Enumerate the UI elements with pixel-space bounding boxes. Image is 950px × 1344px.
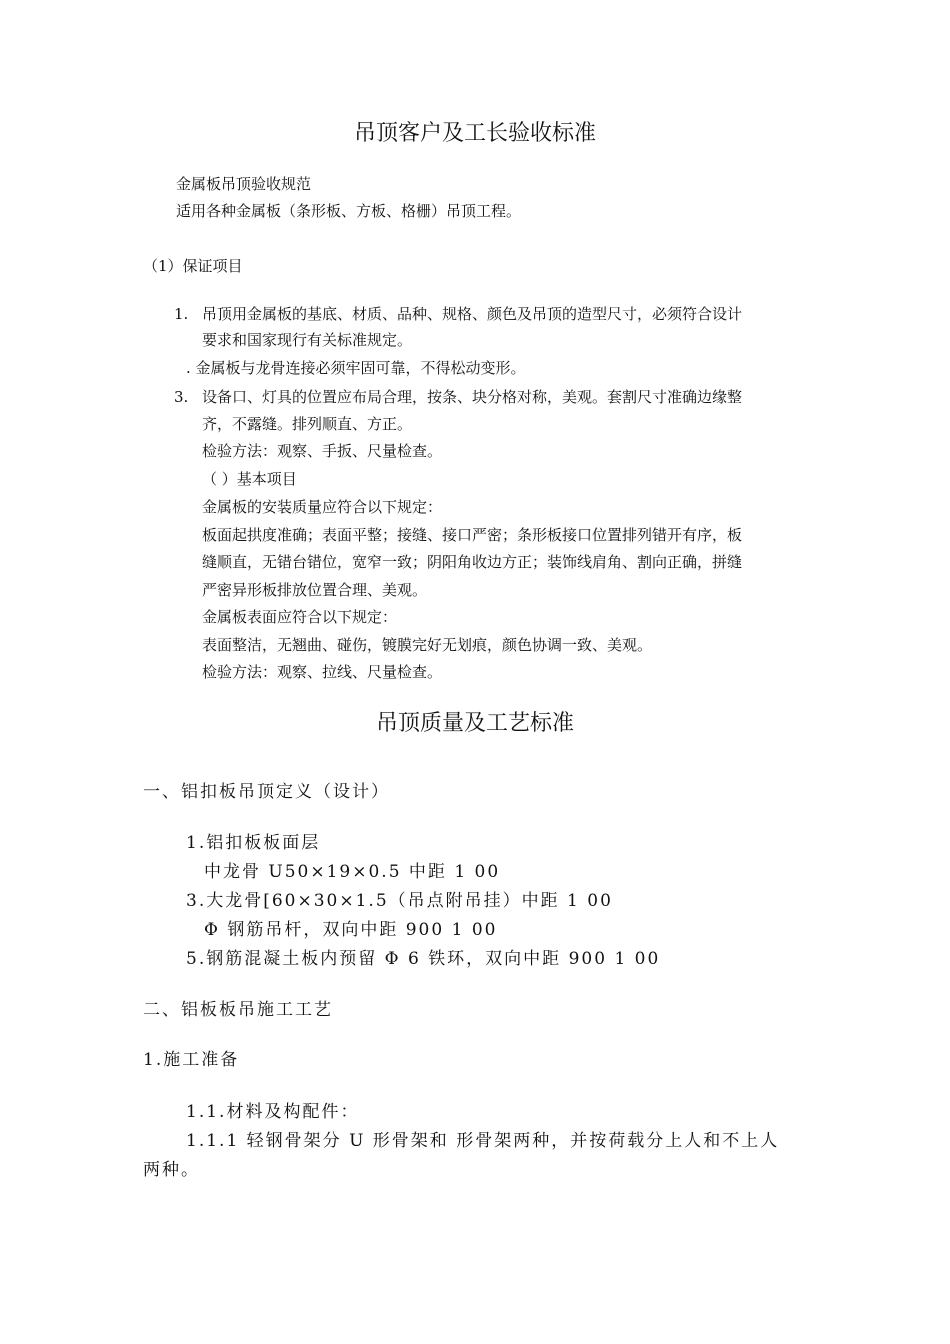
item1-number: 1. — [174, 305, 189, 323]
surface-heading: 金属板表面应符合以下规定： — [202, 608, 398, 626]
item2: . 金属板与龙骨连接必须牢固可靠，不得松动变形。 — [186, 359, 526, 377]
requirements-line2: 缝顺直，无错台错位，宽窄一致；阴阳角收边方正；装饰线肩角、割向正确，拼缝 — [202, 553, 743, 571]
item1-line2: 要求和国家现行有关标准规定。 — [202, 331, 413, 349]
def-line4: Φ 钢筋吊杆，双向中距 900 1 00 — [204, 920, 498, 940]
basic-items-heading: （ ）基本项目 — [202, 470, 297, 488]
def-line1: 1.铝扣板板面层 — [186, 833, 321, 853]
materials-line1: 1.1.1 轻钢骨架分 U 形骨架和 形骨架两种，并按荷载分上人和不上人 — [186, 1131, 780, 1151]
def-line2: 中龙骨 U50×19×0.5 中距 1 00 — [204, 862, 501, 882]
heading-preparation: 1.施工准备 — [143, 1050, 240, 1070]
section-title-2: 吊顶质量及工艺标准 — [375, 711, 574, 736]
page-title: 吊顶客户及工长验收标准 — [353, 121, 596, 146]
inspection-method-2: 检验方法：观察、拉线、尺量检查。 — [202, 663, 443, 681]
install-quality-text: 金属板的安装质量应符合以下规定： — [202, 498, 443, 516]
requirements-line1: 板面起拱度准确；表面平整；接缝、接口严密；条形板接口位置排列错开有序，板 — [202, 526, 743, 544]
heading-definition: 一、铝扣板吊顶定义（设计） — [143, 782, 390, 802]
item3-line2: 齐，不露缝。排列顺直、方正。 — [202, 415, 413, 433]
item3-line1: 设备口、灯具的位置应布局合理，按条、块分格对称，美观。套割尺寸准确边缘整 — [202, 388, 743, 406]
heading-process: 二、铝板板吊施工工艺 — [143, 1000, 333, 1020]
subtitle: 金属板吊顶验收规范 — [176, 175, 312, 193]
materials-heading: 1.1.材料及构配件： — [186, 1102, 360, 1122]
inspection-method-1: 检验方法：观察、手扳、尺量检查。 — [202, 442, 443, 460]
def-line5: 5.钢筋混凝土板内预留 Φ 6 铁环，双向中距 900 1 00 — [186, 949, 661, 969]
scope-text: 适用各种金属板（条形板、方板、格栅）吊顶工程。 — [176, 202, 522, 220]
item1-line1: 吊顶用金属板的基底、材质、品种、规格、颜色及吊顶的造型尺寸，必须符合设计 — [202, 305, 743, 323]
item3-number: 3. — [174, 388, 189, 406]
surface-requirements: 表面整洁，无翘曲、碰伤，镀膜完好无划痕，颜色协调一致、美观。 — [202, 636, 653, 654]
guarantee-heading: （1）保证项目 — [143, 257, 243, 275]
requirements-line3: 严密异形板排放位置合理、美观。 — [202, 581, 428, 599]
materials-line2: 两种。 — [143, 1160, 200, 1180]
def-line3: 3.大龙骨[60×30×1.5（吊点附吊挂）中距 1 00 — [186, 891, 613, 911]
